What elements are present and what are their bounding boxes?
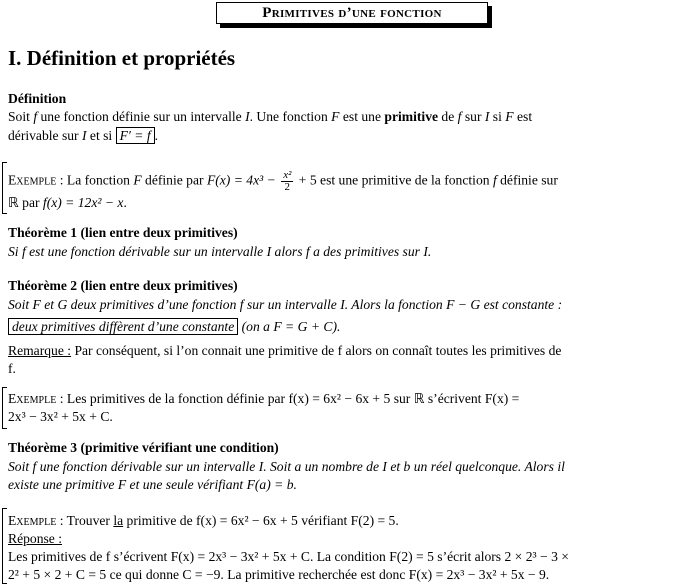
remark-line-2: f. — [8, 361, 16, 376]
fraction: $\frac{\text{x²}}{2}$ — [283, 169, 292, 193]
definition-heading: Définition — [8, 91, 67, 106]
example-1-line-2: ℝ par f(x) = 12x² − x. — [8, 195, 127, 210]
example-3-line-4: 2² + 5 × 2 + C = 5 ce qui donne C = −9. La primitive recherchée est donc F(x) = 2x³ − 3x² + 5x − 9. — [8, 567, 550, 582]
example-bracket — [2, 162, 7, 214]
example-2-line-2: 2x³ − 3x² + 5x + C. — [8, 409, 113, 424]
theorem-3-line-2: existe une primitive F et une seule vérifiant F(a) = b. — [8, 477, 297, 492]
definition-boxed-formula: F′ = f — [116, 127, 155, 144]
theorem-2-boxed-text: deux primitives diffèrent d’une constante — [8, 318, 238, 335]
theorem-2-line-2: deux primitives diffèrent d’une constante (on a F = G + C). — [8, 318, 340, 336]
example-2-line-1: Exemple : Les primitives de la fonction définie par f(x) = 6x² − 6x + 5 sur ℝ s’écrivent F(x) = — [8, 391, 520, 406]
theorem-2-line-1: Soit F et G deux primitives d’une fonction f sur un intervalle I. Alors la fonction F − G est constante : — [8, 297, 563, 312]
example-3-line-3: Les primitives de f s’écrivent F(x) = 2x³ − 3x² + 5x + C. La condition F(2) = 5 s’écrit alors 2 × 2³ − 3 × — [8, 549, 569, 564]
example-bracket — [2, 508, 7, 584]
example-3-line-1: Exemple : Trouver la primitive de f(x) = 6x² − 6x + 5 vérifiant F(2) = 5. — [8, 513, 399, 528]
example-bracket — [2, 387, 7, 429]
theorem-1-heading: Théorème 1 (lien entre deux primitives) — [8, 225, 238, 240]
definition-line-2: dérivable sur I et si F′ = f . — [8, 128, 159, 143]
theorem-3-line-1: Soit f une fonction dérivable sur un intervalle I. Soit a un nombre de I et b un réel quelconque. Alors il — [8, 459, 565, 474]
reponse-label: Réponse : — [8, 531, 62, 546]
definition-line-1: Soit f une fonction définie sur un intervalle I. Une fonction F est une primitive de f sur I si F est — [8, 109, 533, 124]
theorem-3-heading: Théorème 3 (primitive vérifiant une condition) — [8, 440, 279, 455]
remark-line-1: Remarque : Par conséquent, si l’on connait une primitive de f alors on connaît toutes les primitives de — [8, 343, 562, 358]
theorem-2-heading: Théorème 2 (lien entre deux primitives) — [8, 278, 238, 293]
section-heading: I. Définition et propriétés — [8, 46, 236, 70]
document-title: Primitives d’une fonction — [216, 2, 488, 24]
example-1-line-1: Exemple : La fonction F définie par F(x) = 4x³ − $\frac{\text{x²}}{2}$ + 5 est une primitive de la fonction f définie sur — [8, 169, 558, 193]
theorem-1-statement: Si f est une fonction dérivable sur un intervalle I alors f a des primitives sur I. — [8, 244, 432, 259]
